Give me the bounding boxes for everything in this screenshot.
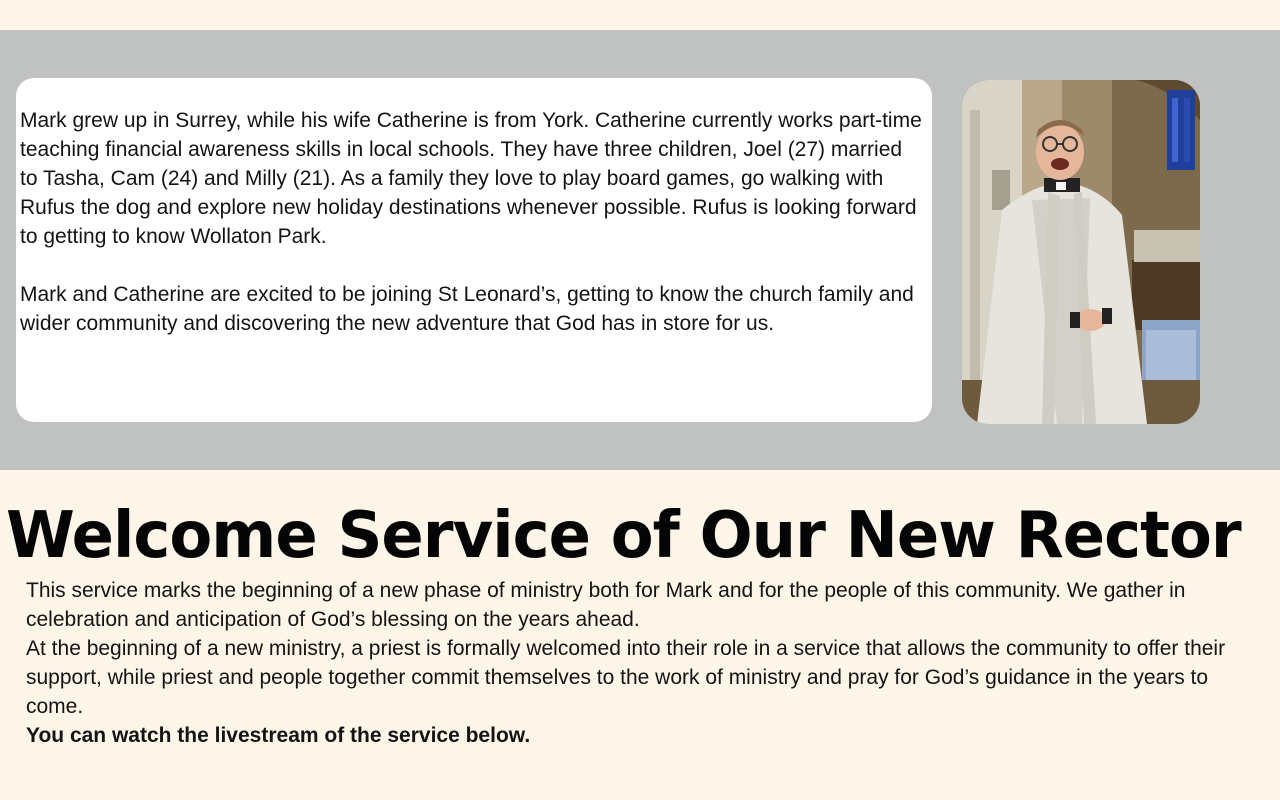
rector-bio-section: [0, 30, 1280, 470]
welcome-service-section: [0, 470, 1280, 800]
livestream-note: You can watch the livestream of the service below.: [26, 724, 531, 747]
bio-card: [16, 78, 932, 422]
welcome-paragraph-intro: This service marks the beginning of a new phase of ministry both for Mark and for the people of this community. We gather in celebration and anticipation of God’s blessing on the years ahead.: [26, 579, 1186, 631]
page-title: Welcome Service of Our New Rector: [6, 499, 1241, 573]
welcome-body: [26, 576, 1256, 750]
welcome-paragraph-ministry: At the beginning of a new ministry, a priest is formally welcomed into their role in a service that allows the community to offer their support, while priest and people together commit themselves to the work of ministry and pray for God’s guidance in the years to come.: [26, 637, 1226, 718]
rector-photo: [962, 80, 1200, 424]
bio-paragraph-family: Mark grew up in Surrey, while his wife Catherine is from York. Catherine currently works part-time teaching financial awareness skills in local schools. They have three children, Joel (27) married to Tasha, Cam (24) and Milly (21). As a family they love to play board games, go walking with Rufus the dog and explore new holiday destinations whenever possible. Rufus is looking forward to getting to know Wollaton Park.: [20, 109, 922, 248]
top-strip: [0, 0, 1280, 30]
bio-paragraph-joining: Mark and Catherine are excited to be joining St Leonard’s, getting to know the church family and wider community and discovering the new adventure that God has in store for us.: [20, 283, 914, 335]
